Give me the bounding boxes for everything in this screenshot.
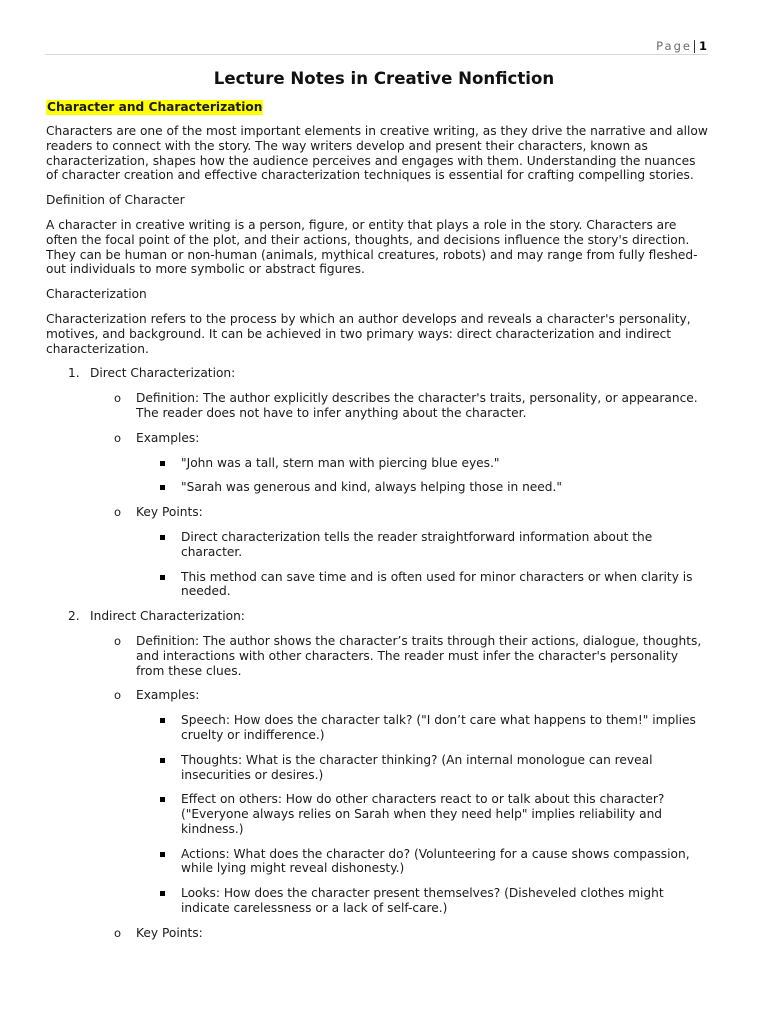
example-text: Thoughts: What is the character thinking? (An internal monologue can reveal insecurities or desires.)	[181, 752, 653, 782]
sub-item-examples	[46, 688, 708, 703]
square-bullet-icon	[160, 758, 165, 763]
characterization-heading: Characterization	[46, 287, 147, 302]
example-text: "Sarah was generous and kind, always helping those in need."	[181, 480, 563, 495]
page-number: 1	[698, 39, 707, 53]
square-bullet-icon	[160, 797, 165, 802]
list-item-indirect	[46, 609, 708, 624]
example-item	[46, 847, 708, 877]
example-text: Actions: What does the character do? (Volunteering for a cause shows compassion, while lying might reveal dishonesty.)	[181, 846, 690, 876]
circle-bullet-icon: o	[114, 925, 122, 940]
list-label: Indirect Characterization:	[90, 609, 245, 624]
sub-item-text: Definition: The author explicitly describes the character's traits, personality, or appearance. The reader does not have to infer anything about the character.	[136, 391, 698, 420]
circle-bullet-icon: o	[114, 391, 122, 406]
list-number: 1.	[68, 366, 80, 381]
definition-heading: Definition of Character	[46, 193, 185, 208]
circle-bullet-icon: o	[114, 505, 122, 520]
intro-paragraph: Characters are one of the most important elements in creative writing, as they drive the narrative and allow readers to connect with the story. The way writers develop and present their characters, known as characterization, shapes how the audience perceives and engages with them. Understanding the nuances of character creation and effective characterization techniques is essential for crafting compelling stories.	[46, 124, 708, 183]
circle-bullet-icon: o	[114, 688, 122, 703]
square-bullet-icon	[160, 461, 165, 466]
keypoint-item	[46, 570, 708, 600]
sub-item-text: Definition: The author shows the character’s traits through their actions, dialogue, thoughts, and interactions with other characters. The reader must infer the character's personality from these clues.	[136, 633, 702, 678]
definition-paragraph: A character in creative writing is a person, figure, or entity that plays a role in the story. Characters are often the focal point of the plot, and their actions, thoughts, and decisions influence the story's direction. They can be human or non-human (animals, mythical creatures, robots) and may range from fully fleshed-out individuals to more symbolic or abstract figures.	[46, 217, 698, 277]
document-title: Lecture Notes in Creative Nonfiction	[213, 69, 555, 88]
example-text: "John was a tall, stern man with piercing blue eyes."	[181, 455, 500, 470]
sub-item-examples	[46, 431, 708, 446]
list-label: Direct Characterization:	[90, 366, 236, 381]
sub-item-text: Key Points:	[136, 925, 203, 940]
keypoint-text: This method can save time and is often used for minor characters or when clarity is needed.	[181, 569, 693, 599]
square-bullet-icon	[160, 891, 165, 896]
sub-item-definition	[46, 391, 708, 421]
sub-item-text: Key Points:	[136, 505, 203, 520]
example-text: Speech: How does the character talk? ("I don’t care what happens to them!" implies cruelty or indifference.)	[181, 713, 696, 742]
page-number-label	[656, 39, 707, 54]
sub-item-keypoints	[46, 926, 708, 941]
page-word: Page	[656, 39, 692, 53]
square-bullet-icon	[160, 485, 165, 490]
square-bullet-icon	[160, 718, 165, 723]
document-body	[46, 100, 708, 941]
square-bullet-icon	[160, 535, 165, 540]
sub-item-text: Examples:	[136, 430, 200, 445]
example-item	[46, 456, 708, 471]
example-item	[46, 713, 708, 743]
square-bullet-icon	[160, 852, 165, 857]
circle-bullet-icon: o	[114, 633, 122, 648]
section-heading: Character and Characterization	[47, 100, 263, 114]
sub-item-definition	[46, 634, 708, 678]
list-item-direct	[46, 366, 708, 381]
sub-item-keypoints	[46, 505, 708, 520]
square-bullet-icon	[160, 575, 165, 580]
example-item	[46, 480, 708, 495]
example-text: Effect on others: How do other characters react to or talk about this character? ("Everyone always relies on Sarah when they need help" implies reliability and kindness.)	[181, 792, 665, 836]
example-item	[46, 886, 708, 916]
keypoint-item	[46, 530, 708, 560]
example-text: Looks: How does the character present themselves? (Disheveled clothes might indicate carelessness or a lack of self-care.)	[181, 886, 664, 916]
characterization-paragraph: Characterization refers to the process by which an author develops and reveals a character's personality, motives, and background. It can be achieved in two primary ways: direct characterization and indirect characterization.	[46, 311, 691, 356]
page-separator	[694, 40, 695, 53]
header-rule	[45, 54, 708, 55]
keypoint-text: Direct characterization tells the reader straightforward information about the character.	[181, 529, 653, 559]
example-item	[46, 792, 708, 836]
circle-bullet-icon: o	[114, 430, 122, 445]
sub-item-text: Examples:	[136, 688, 200, 703]
list-number: 2.	[68, 609, 80, 624]
example-item	[46, 753, 708, 783]
